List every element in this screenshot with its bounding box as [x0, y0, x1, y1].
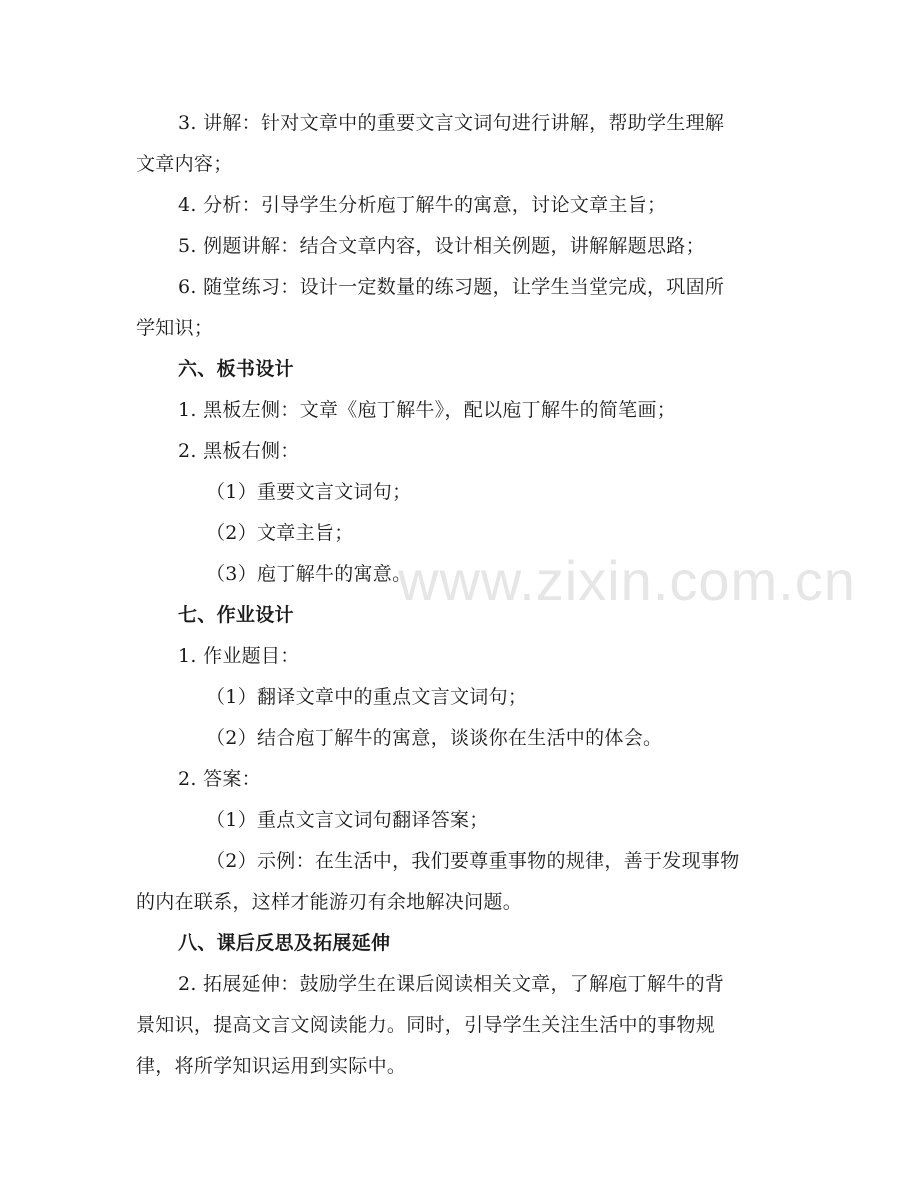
paragraph-line: 2. 黑板右侧：: [178, 440, 300, 462]
paragraph-line: 5. 例题讲解：结合文章内容，设计相关例题，讲解解题思路；: [178, 235, 705, 257]
list-item: （2）文章主旨；: [206, 522, 354, 544]
paragraph-line: 1. 黑板左侧：文章《庖丁解牛》，配以庖丁解牛的简笔画；: [178, 399, 677, 421]
list-item: （2）结合庖丁解牛的寓意，谈谈你在生活中的体会。: [206, 727, 663, 749]
list-item: （1）重点文言文词句翻译答案；: [206, 809, 489, 831]
list-item: （2）示例：在生活中，我们要尊重事物的规律，善于发现事物: [206, 850, 740, 872]
paragraph-line: 文章内容；: [136, 153, 233, 175]
paragraph-line: 6. 随堂练习：设计一定数量的练习题，让学生当堂完成，巩固所: [178, 276, 725, 298]
paragraph-line: 4. 分析：引导学生分析庖丁解牛的寓意，讨论文章主旨；: [178, 194, 667, 216]
paragraph-line: 2. 答案：: [178, 768, 261, 790]
section-heading: 六、板书设计: [178, 358, 294, 380]
paragraph-line: 3. 讲解：针对文章中的重要文言文词句进行讲解，帮助学生理解: [178, 112, 725, 134]
paragraph-line: 学知识；: [136, 317, 214, 339]
list-item: （3）庖丁解牛的寓意。: [206, 563, 412, 585]
list-item: （1）翻译文章中的重点文言文词句；: [206, 686, 528, 708]
paragraph-line: 2. 拓展延伸：鼓励学生在课后阅读相关文章，了解庖丁解牛的背: [178, 973, 725, 995]
watermark: www.zixin.com.cn: [398, 549, 856, 612]
section-heading: 七、作业设计: [178, 604, 294, 626]
section-heading: 八、课后反思及拓展延伸: [178, 932, 391, 954]
paragraph-line: 律，将所学知识运用到实际中。: [136, 1055, 407, 1077]
paragraph-line: 的内在联系，这样才能游刃有余地解决问题。: [136, 891, 523, 913]
paragraph-line: 1. 作业题目：: [178, 645, 300, 667]
list-item: （1）重要文言文词句；: [206, 481, 412, 503]
paragraph-line: 景知识，提高文言文阅读能力。同时，引导学生关注生活中的事物规: [136, 1014, 716, 1036]
